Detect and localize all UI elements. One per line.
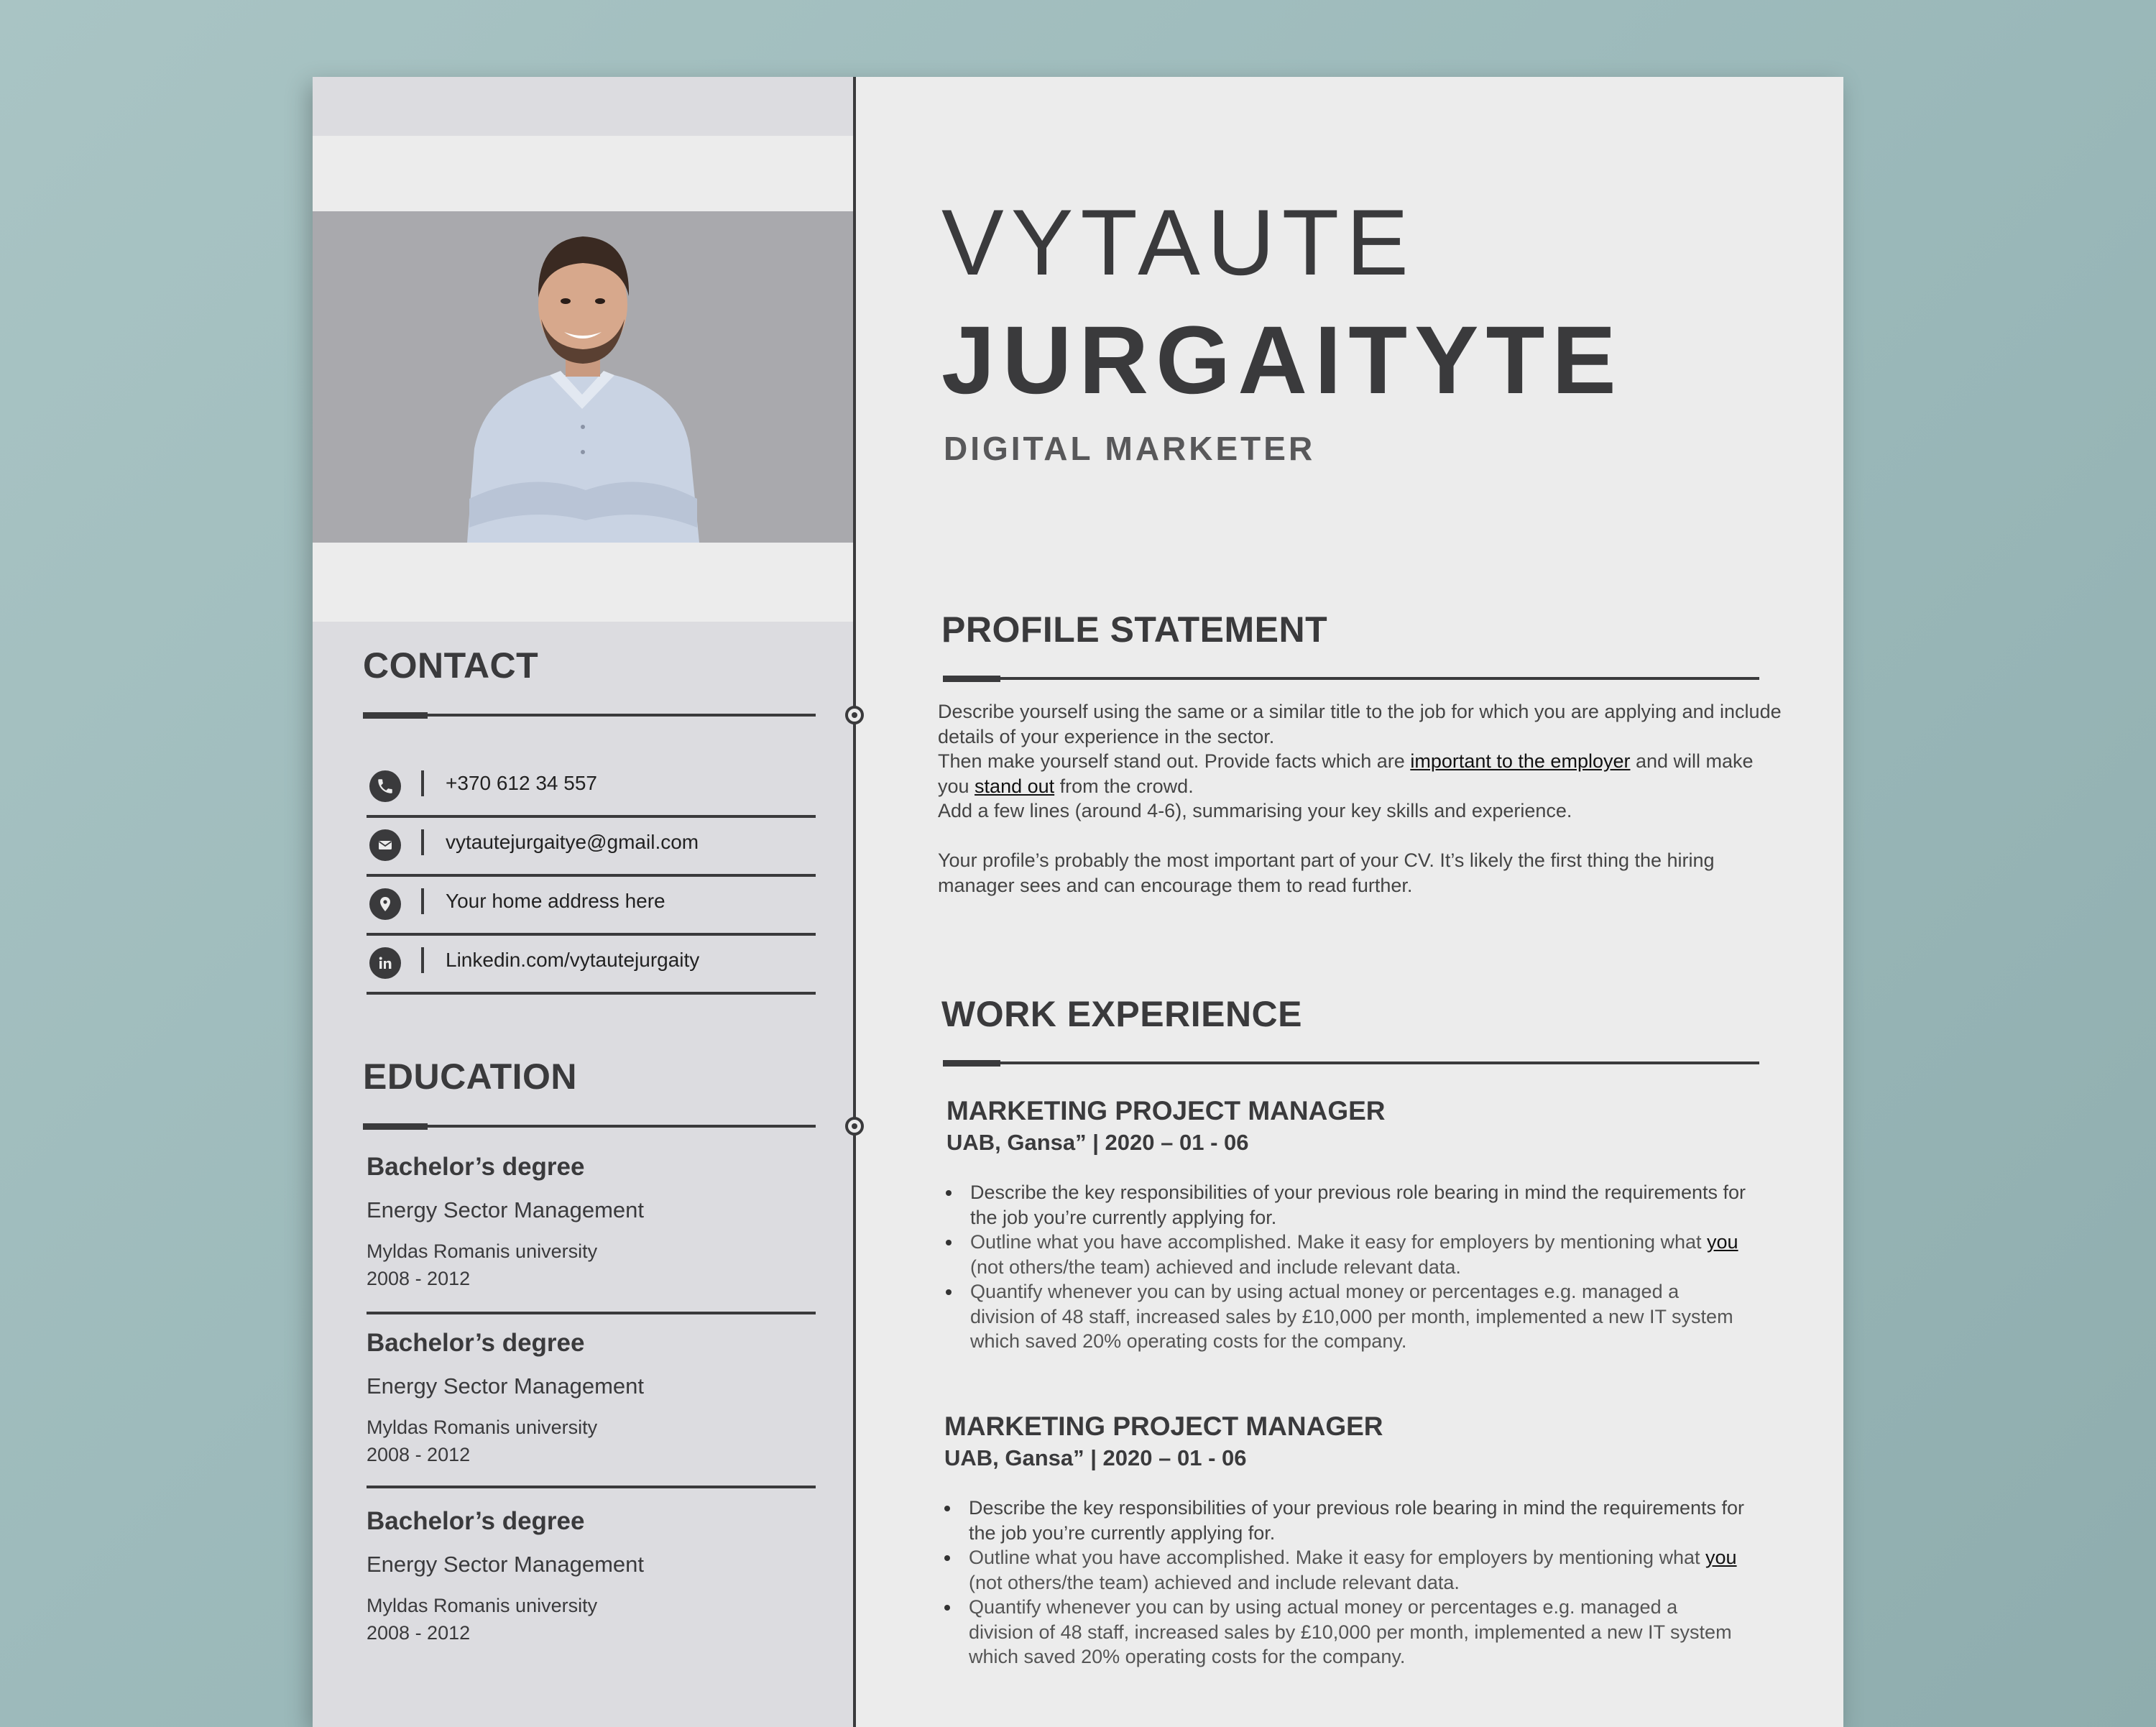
education-item — [367, 1329, 816, 1468]
education-heading: EDUCATION — [363, 1056, 578, 1097]
contact-heading: CONTACT — [363, 645, 539, 686]
university: Myldas Romanis university 2008 - 2012 — [367, 1417, 598, 1465]
sidebar-band-mid — [313, 543, 853, 622]
list-item: Quantify whenever you can by using actual money or percentages e.g. managed a division of 48 staff, increased sales by £10,000 per month, implemented a new IT system which saved 20% operating costs for the company. — [969, 1595, 1745, 1670]
timeline-line — [853, 77, 856, 1727]
university: Myldas Romanis university 2008 - 2012 — [367, 1595, 598, 1644]
contact-rule-accent — [363, 712, 428, 719]
degree: Bachelor’s degree — [367, 1329, 585, 1357]
work-rule-accent — [943, 1060, 1000, 1067]
education-divider — [367, 1486, 816, 1488]
education-years: 2008 - 2012 — [367, 1444, 471, 1465]
resume-page — [313, 77, 1843, 1727]
job-company-date: UAB, Gansa” | 2020 – 01 - 06 — [946, 1130, 1249, 1155]
contact-email — [367, 815, 816, 877]
contact-address-text: Your home address here — [446, 890, 665, 912]
email-icon — [369, 829, 401, 861]
contact-phone-text: +370 612 34 557 — [446, 772, 597, 794]
field-of-study: Energy Sector Management — [367, 1552, 644, 1577]
job-company-date: UAB, Gansa” | 2020 – 01 - 06 — [944, 1445, 1247, 1470]
job-title: DIGITAL MARKETER — [944, 430, 1316, 467]
profile-paragraph: Then make yourself stand out. Provide facts which are important to the employer and will make you stand out from the crowd. — [938, 750, 1754, 797]
field-of-study: Energy Sector Management — [367, 1197, 644, 1222]
education-divider — [367, 1312, 816, 1314]
contact-separator — [421, 888, 424, 914]
job-bullets — [940, 1496, 1745, 1670]
profile-photo — [313, 211, 853, 543]
last-name: JURGAITYTE — [941, 307, 1623, 414]
university: Myldas Romanis university 2008 - 2012 — [367, 1240, 598, 1289]
list-item: Outline what you have accomplished. Make it easy for employers by mentioning what you (not others/the team) achieved and include relevant data. — [969, 1545, 1745, 1595]
profile-rule — [943, 677, 1759, 680]
contact-address — [367, 874, 816, 936]
profile-link: important to the employer — [1410, 750, 1631, 772]
work-heading: WORK EXPERIENCE — [941, 994, 1303, 1034]
contact-separator — [421, 829, 424, 855]
degree: Bachelor’s degree — [367, 1153, 585, 1181]
degree: Bachelor’s degree — [367, 1507, 585, 1535]
contact-linkedin-text: Linkedin.com/vytautejurgaity — [446, 949, 700, 971]
education-rule — [363, 1125, 816, 1128]
list-item: Outline what you have accomplished. Make it easy for employers by mentioning what you (not others/the team) achieved and include relevant data. — [970, 1230, 1746, 1279]
job-position: MARKETING PROJECT MANAGER — [944, 1411, 1383, 1441]
profile-link: stand out — [975, 775, 1055, 797]
list-item: Describe the key responsibilities of your previous role bearing in mind the requirements for the job you’re currently applying for. — [969, 1496, 1745, 1545]
profile-paragraph: Add a few lines (around 4-6), summarising your key skills and experience. — [938, 800, 1572, 821]
education-rule-accent — [363, 1123, 428, 1130]
profile-rule-accent — [943, 676, 1000, 682]
education-item — [367, 1153, 816, 1292]
first-name: VYTAUTE — [941, 190, 1416, 295]
profile-paragraph: Your profile’s probably the most important part of your CV. It’s likely the first thing the hiring manager sees and can encourage them to read further. — [938, 849, 1715, 896]
linkedin-icon — [369, 947, 401, 979]
contact-rule — [363, 714, 816, 717]
profile-paragraph: Describe yourself using the same or a similar title to the job for which you are applying and include details of your experience in the sector. — [938, 701, 1782, 747]
timeline-node — [845, 706, 864, 724]
profile-heading: PROFILE STATEMENT — [941, 609, 1328, 650]
contact-separator — [421, 770, 424, 796]
contact-linkedin — [367, 933, 816, 995]
phone-icon — [369, 770, 401, 802]
contact-separator — [421, 947, 424, 973]
education-years: 2008 - 2012 — [367, 1622, 471, 1644]
field-of-study: Energy Sector Management — [367, 1373, 644, 1399]
location-icon — [369, 888, 401, 920]
sidebar — [313, 77, 853, 1727]
list-item: Describe the key responsibilities of your previous role bearing in mind the requirements for the job you’re currently applying for. — [970, 1180, 1746, 1230]
job-position: MARKETING PROJECT MANAGER — [946, 1096, 1386, 1125]
contact-email-text: vytautejurgaitye@gmail.com — [446, 831, 699, 853]
timeline-node — [845, 1117, 864, 1136]
education-years: 2008 - 2012 — [367, 1268, 471, 1289]
education-item — [367, 1507, 816, 1647]
work-rule — [943, 1061, 1759, 1064]
sidebar-band-top — [313, 136, 853, 211]
list-item: Quantify whenever you can by using actual money or percentages e.g. managed a division of 48 staff, increased sales by £10,000 per month, implemented a new IT system which saved 20% operating costs for the company. — [970, 1279, 1746, 1354]
job-bullets — [941, 1180, 1746, 1354]
contact-phone — [367, 756, 816, 818]
